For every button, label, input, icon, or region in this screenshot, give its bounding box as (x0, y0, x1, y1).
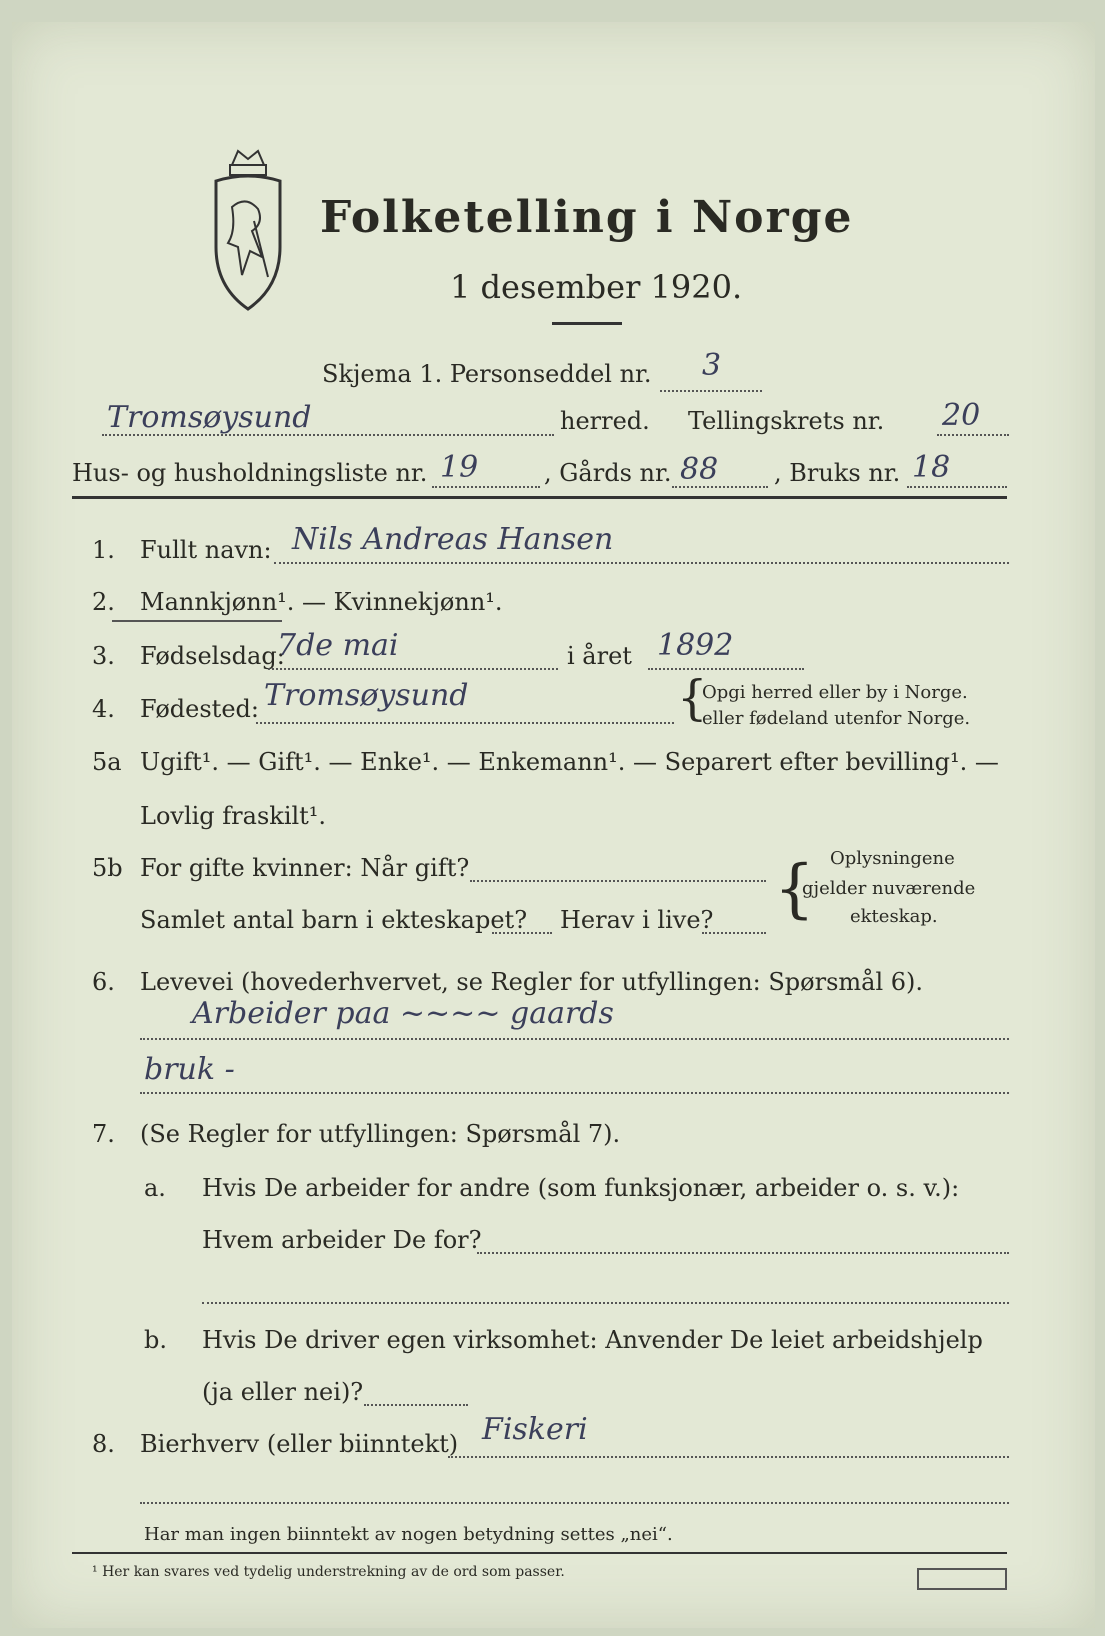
marital-options-2: Lovlig fraskilt¹. (140, 802, 327, 830)
herred-value[interactable]: Tromsøysund (107, 400, 312, 435)
q7a-label-2: Hvem arbeider De for? (202, 1226, 482, 1254)
hus-value[interactable]: 19 (440, 450, 479, 485)
side-income-value[interactable]: Fiskeri (482, 1412, 588, 1447)
krets-line (937, 434, 1009, 436)
q3-label: Fødselsdag: (140, 642, 285, 670)
birthplace-value[interactable]: Tromsøysund (264, 678, 469, 713)
bruks-line (907, 486, 1007, 488)
hus-line (432, 486, 540, 488)
schema-line (660, 390, 762, 392)
birth-year-value[interactable]: 1892 (657, 628, 734, 663)
q2-number: 2. (92, 588, 115, 616)
birthplace-line (256, 722, 674, 724)
side-income-line (448, 1456, 1009, 1458)
q7b-label: Hvis De driver egen virksomhet: Anvender De leiet arbeidshjelp (202, 1326, 983, 1354)
marital-options: Ugift¹. — Gift¹. — Enke¹. — Enkemann¹. — Separert efter bevilling¹. — (140, 748, 999, 776)
form-date: 1 desember 1920. (450, 268, 743, 306)
schema-label: Skjema 1. Personseddel nr. (322, 360, 652, 388)
q5b-brace: { (774, 852, 815, 926)
bruks-label: , Bruks nr. (774, 459, 901, 487)
footnote: ¹ Her kan svares ved tydelig understrekning av de ord som passer. (92, 1564, 565, 1580)
side-income-line-2 (140, 1502, 1009, 1504)
footer-rule (72, 1552, 1007, 1554)
birthday-line (268, 668, 558, 670)
q4-number: 4. (92, 695, 115, 723)
occupation-value-2[interactable]: bruk - (144, 1052, 235, 1087)
gender-underline (112, 620, 282, 622)
herred-label: herred. (560, 407, 650, 435)
q1-line (274, 562, 1009, 564)
q6-number: 6. (92, 968, 115, 996)
q8-number: 8. (92, 1430, 115, 1458)
q5b-note-2: gjelder nuværende (802, 878, 976, 899)
q4-brace: { (677, 670, 708, 726)
occupation-line-1 (140, 1038, 1009, 1040)
children-label: Samlet antal barn i ekteskapet? (140, 906, 528, 934)
occupation-value-1[interactable]: Arbeider paa ~~~~ gaards (192, 996, 614, 1031)
gards-label: , Gårds nr. (544, 459, 672, 487)
q7-number: 7. (92, 1120, 115, 1148)
title-divider (552, 322, 622, 325)
gender-options: Mannkjønn¹. — Kvinnekjønn¹. (140, 588, 503, 616)
year-line (648, 668, 804, 670)
children-line (492, 932, 552, 934)
q5b-note-1: Oplysningene (830, 848, 955, 869)
q8-label: Bierhverv (eller biinntekt) (140, 1430, 459, 1458)
q7a-label: Hvis De arbeider for andre (som funksjonær, arbeider o. s. v.): (202, 1174, 960, 1202)
full-name-value[interactable]: Nils Andreas Hansen (292, 522, 614, 557)
q4-note-2: eller fødeland utenfor Norge. (702, 708, 971, 729)
q7b-label-2: (ja eller nei)? (202, 1378, 364, 1406)
employer-line-2 (202, 1302, 1009, 1304)
q5b-note-3: ekteskap. (850, 906, 938, 927)
q1-label: Fullt navn: (140, 536, 272, 564)
income-note: Har man ingen biinntekt av nogen betydning settes „nei“. (144, 1524, 673, 1545)
q4-label: Fødested: (140, 695, 259, 723)
year-label: i året (567, 642, 632, 670)
birthday-value[interactable]: 7de mai (277, 628, 399, 663)
hired-help-line (364, 1404, 468, 1406)
occupation-line-2 (140, 1092, 1009, 1094)
alive-line (702, 932, 766, 934)
schema-value[interactable]: 3 (702, 348, 722, 383)
q5b-label: For gifte kvinner: Når gift? (140, 854, 470, 882)
q4-note-1: Opgi herred eller by i Norge. (702, 682, 968, 703)
employer-line (477, 1252, 1009, 1254)
q3-number: 3. (92, 642, 115, 670)
married-when-line (470, 880, 766, 882)
gards-value[interactable]: 88 (680, 452, 719, 487)
q6-label: Levevei (hovederhvervet, se Regler for utfyllingen: Spørsmål 6). (140, 968, 924, 996)
census-form (12, 22, 1095, 1628)
alive-label: Herav i live? (560, 906, 714, 934)
q7b-letter: b. (144, 1326, 167, 1354)
coat-of-arms-icon (202, 147, 294, 317)
krets-label: Tellingskrets nr. (688, 407, 885, 435)
q5b-number: 5b (92, 854, 123, 882)
form-title: Folketelling i Norge (320, 192, 854, 243)
bruks-value[interactable]: 18 (912, 450, 951, 485)
q7a-letter: a. (144, 1174, 166, 1202)
q1-number: 1. (92, 536, 115, 564)
q5a-number: 5a (92, 748, 122, 776)
printer-stamp (917, 1568, 1007, 1590)
hus-label: Hus- og husholdningsliste nr. (72, 459, 428, 487)
krets-value[interactable]: 20 (942, 398, 981, 433)
q7-label: (Se Regler for utfyllingen: Spørsmål 7). (140, 1120, 621, 1148)
header-rule (72, 496, 1007, 499)
